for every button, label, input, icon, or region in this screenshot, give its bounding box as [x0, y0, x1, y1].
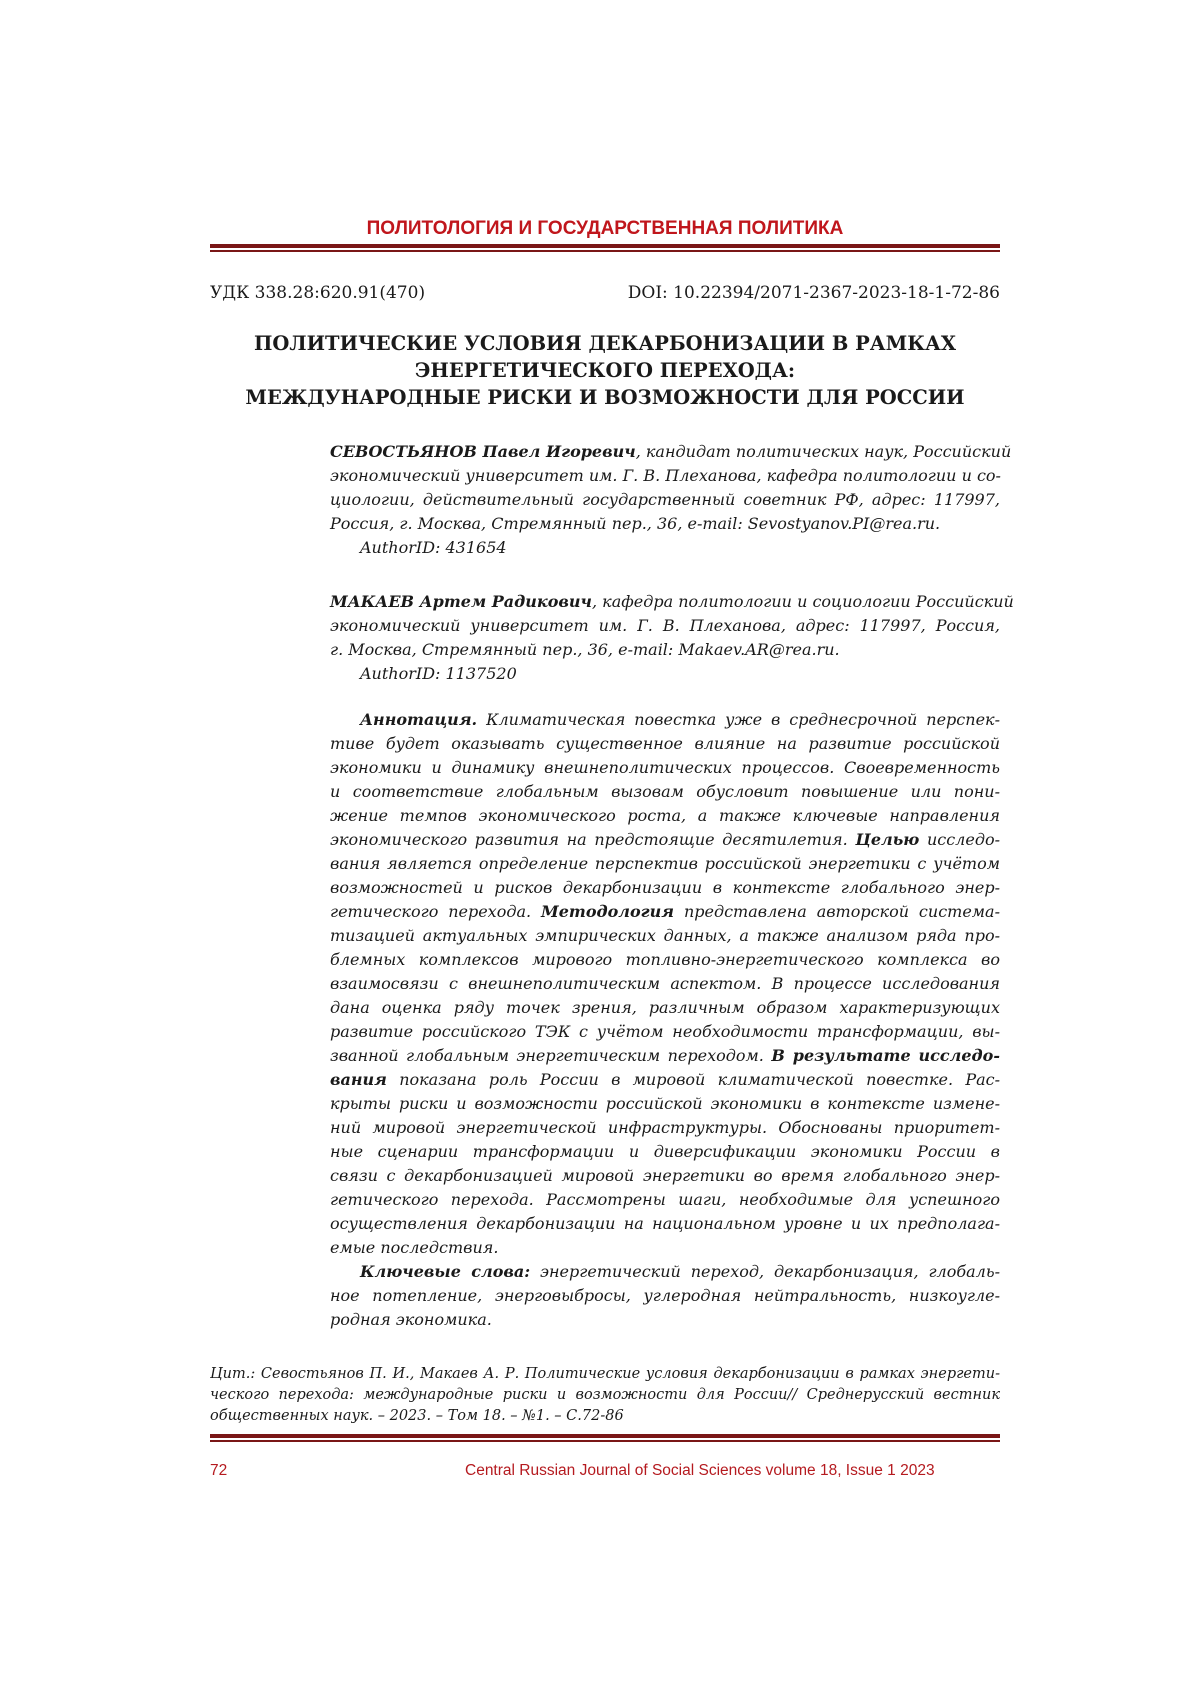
header-rule-thick: [210, 244, 1000, 248]
author-name: МАКАЕВ Артем Радикович: [330, 592, 592, 611]
author-id: AuthorID: 431654: [360, 538, 507, 557]
footer-rule-thin: [210, 1440, 1000, 1442]
page-number: 72: [210, 1462, 228, 1479]
title-line-2: ЭНЕРГЕТИЧЕСКОГО ПЕРЕХОДА:: [414, 359, 796, 382]
title-line-3: МЕЖДУНАРОДНЫЕ РИСКИ И ВОЗМОЖНОСТИ ДЛЯ РОССИИ: [245, 386, 965, 409]
article-title: [210, 330, 1000, 411]
citation: Цит.: Севостьянов П. И., Макаев А. Р. Политические условия декарбонизации в рамках энергети- ческого перехода: международные риски и возможности для России// Среднерусский вестник общественных наук. – 2023. – Том 18. – №1. – С.72-86: [210, 1366, 1000, 1424]
footer-rule-thick: [210, 1434, 1000, 1438]
section-title: ПОЛИТОЛОГИЯ И ГОСУДАРСТВЕННАЯ ПОЛИТИКА: [366, 218, 844, 239]
author-id: AuthorID: 1137520: [360, 664, 517, 683]
keywords: Ключевые слова: энергетический переход, декарбонизация, глобаль- ное потепление, энерговыбросы, углеродная нейтральность, низкоугле- родная экономика.: [330, 1262, 1000, 1329]
author-block-1: СЕВОСТЬЯНОВ Павел Игоревич, кандидат политических наук, Российский экономический университет им. Г. В. Плеханова, кафедра политологии и со- циологии, действительный государственный советник РФ, адрес: 117997, Россия, г. Москва, Стремянный пер., 36, e-mail: Sevostyanov.PI@rea.ru. AuthorID: 431654: [330, 440, 1000, 560]
title-line-1: ПОЛИТИЧЕСКИЕ УСЛОВИЯ ДЕКАРБОНИЗАЦИИ В РАМКАХ: [253, 332, 957, 355]
author-block-2: МАКАЕВ Артем Радикович, кафедра политологии и социологии Российский экономический университет им. Г. В. Плеханова, адрес: 117997, Россия, г. Москва, Стремянный пер., 36, e-mail: Makaev.AR@rea.ru. AuthorID: 1137520: [330, 590, 1000, 686]
abstract-label: Аннотация.: [360, 710, 478, 729]
doi: DOI: 10.22394/2071-2367-2023-18-1-72-86: [627, 283, 1000, 303]
abstract: Аннотация. Климатическая повестка уже в среднесрочной перспек- тиве будет оказывать существенное влияние на развитие российской экономики и динамику внешнеполитических процессов. Своевременность и соответствие глобальным вызовам обусловит повышение или пони- жение темпов экономического роста, а также ключевые направления экономического развития на предстоящие десятилетия. Целью исследо- вания является определение перспектив российской энергетики с учётом возможностей и рисков декарбонизации в контексте глобального энер- гетического перехода. Методология представлена авторской система- тизацией актуальных эмпирических данных, а также анализом ряда про- блемных комплексов мирового топливно-энергетического комплекса во взаимосвязи с внешнеполитическим аспектом. В процессе исследования дана оценка ряду точек зрения, различным образом характеризующих развитие российского ТЭК с учётом необходимости трансформации, вы- званной глобальным энергетическим переходом. В результате исследо- вания показана роль России в мировой климатической повестке. Рас- крыты риски и возможности российской экономики в контексте измене- ний мировой энергетической инфраструктуры. Обоснованы приоритет- ные сценарии трансформации и диверсификации экономики России в связи с декарбонизацией мировой энергетики во время глобального энер- гетического перехода. Рассмотрены шаги, необходимые для успешного осуществления декарбонизации на национальном уровне и их предполага- емые последствия. Ключевые слова: энергетический переход, декарбонизация, глобаль- ное потепление, энерговыбросы, углеродная нейтральность, низкоугле- родная экономика.: [330, 708, 1000, 1332]
header-rule-thin: [210, 250, 1000, 252]
udc-code: УДК 338.28:620.91(470): [210, 283, 426, 303]
author-name: СЕВОСТЬЯНОВ Павел Игоревич: [330, 442, 636, 461]
journal-name: Central Russian Journal of Social Sciences volume 18, Issue 1 2023: [465, 1462, 935, 1479]
keywords-label: Ключевые слова:: [360, 1262, 531, 1281]
